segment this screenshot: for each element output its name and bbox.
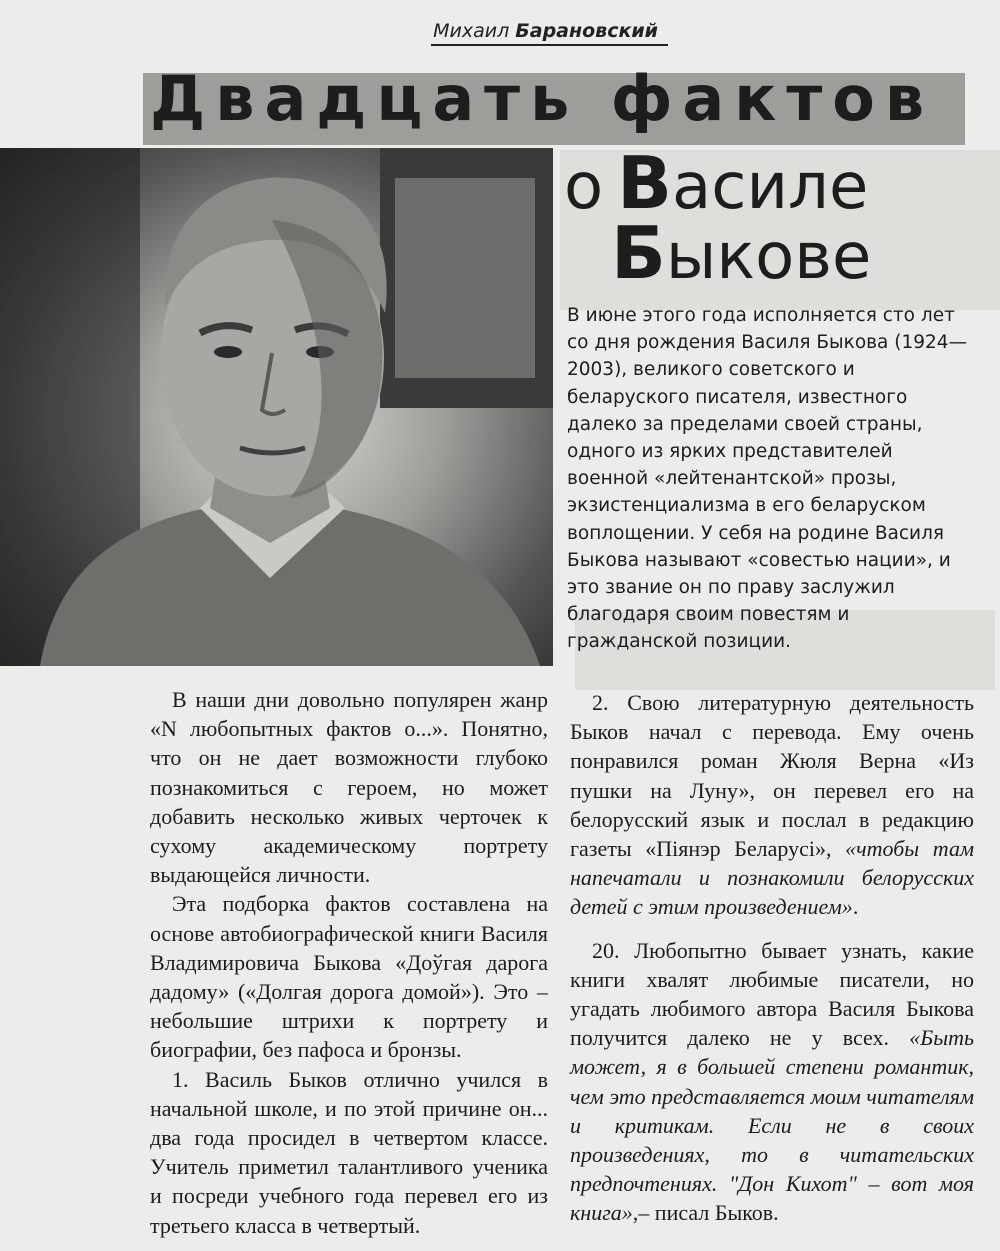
body-column-left <box>150 685 548 1240</box>
author-last-name: Барановский <box>515 20 658 42</box>
author-first-name: Михаил <box>433 20 510 42</box>
article-title-name <box>564 141 984 295</box>
cabinet-glass <box>395 178 535 378</box>
lead-paragraph: В июне этого года исполняется сто лет со дня рождения Василя Быкова (1924—2003), великого советского и беларуского писателя, известного далеко за пределами своей страны, одного из ярких представителей военной «лейтенантской» прозы, экзистенциализма в его беларуском воплощении. У себя на родине Василя Быкова называют «совестью нации», и это звание он по праву заслужил благодаря своим повестям и гражданской позиции. <box>567 305 968 653</box>
title-row-first-name: о Василе <box>564 141 869 225</box>
body-paragraph: Эта подборка фактов составлена на основе автобиографической книги Василя Владимировича Быкова «Доўгая дарога дадому» («Долгая дорога домой»). Это – небольшие штрихи к портрету и биографии, без пафоса и бронзы. <box>150 891 548 1063</box>
title-row-surname: Быкове <box>611 211 872 295</box>
left-eye <box>214 346 242 358</box>
fact-20-quote: «Быть может, я в большей степени романтик, чем это представляется моим читателям и критикам. Если не в своих произведениях, то в читательских предпочтениях. "Дон Кихот" – вот моя книга» <box>570 1025 974 1226</box>
body-column-right <box>570 688 974 1228</box>
fact-2-quote: «чтобы там напечатали и познакомили белорусских детей с этим произведением» <box>570 836 974 920</box>
fact-20-paragraph: 20. Любопытно бывает узнать, какие книги хвалят любимые писатели, но угадать любимого автора Василя Быкова получится далеко не у всех. «Быть может, я в большей степени романтик, чем это представляется моим читателям и критикам. Если не в своих произведениях, то в читательских предпочтениях. "Дон Кихот" – вот моя книга»,– писал Быков. <box>570 937 974 1226</box>
portrait-illustration <box>0 148 553 666</box>
fact-2-paragraph: 2. Свою литературную деятельность Быков начал с перевода. Ему очень понравился роман Жюля Верна «Из пушки на Луну», он перевел его на белорусский язык и послал в редакцию газеты «Піянэр Беларусі», «чтобы там напечатали и познакомили белорусских детей с этим произведением». <box>570 690 974 920</box>
fact-1-paragraph: 1. Василь Быков отлично учился в начальной школе, и по этой причине он... два года просидел в четвертом классе. Учитель приметил талантливого ученика и посреди учебного года перевел его из третьего класса в четвертый. <box>150 1066 548 1238</box>
article-lead <box>567 302 977 656</box>
author-byline <box>431 20 668 46</box>
portrait-photo <box>0 148 553 666</box>
article-title: Двадцать фактов <box>150 62 935 135</box>
body-paragraph: В наши дни довольно популярен жанр «N любопытных фактов о...». Понятно, что он не дает возможности глубоко познакомиться с героем, но может добавить несколько живых черточек к сухому академическому портрету выдающейся личности. <box>150 687 548 888</box>
